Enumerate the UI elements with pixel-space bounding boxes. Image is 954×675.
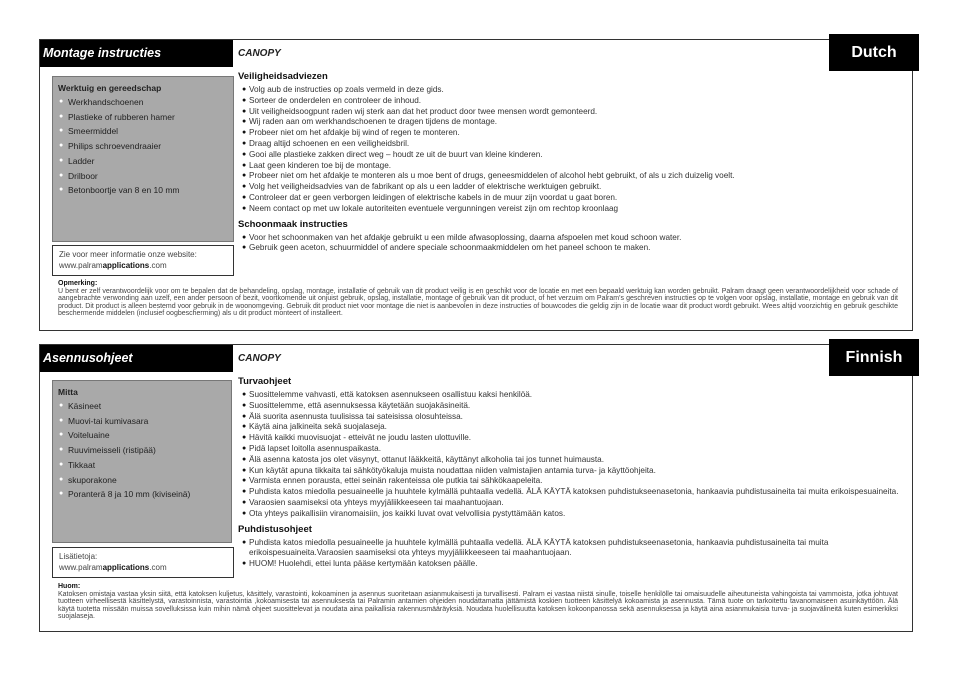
- safety-item: ● Draag altijd schoenen en een veiligheidsbril.: [238, 139, 908, 150]
- dutch-language-badge: Dutch: [829, 34, 919, 71]
- finnish-safety-title: Turvaohjeet: [238, 376, 292, 387]
- finnish-language-badge: Finnish: [829, 339, 919, 376]
- safety-item: ● Uit veiligheidsoogpunt raden wij sterk aan dat het product door twee mensen wordt gemonteerd.: [238, 107, 908, 118]
- safety-item: ● Volg aub de instructies op zoals vermeld in deze gids.: [238, 85, 908, 96]
- finnish-website-link[interactable]: [59, 563, 227, 574]
- safety-item: ● Controleer dat er geen verborgen leidingen of elektrische kabels in de muur zijn voordat u gaat boren.: [238, 193, 908, 204]
- tool-item: ● Plastieke of rubberen hamer: [62, 110, 233, 125]
- safety-item: ● Neem contact op met uw lokale autoriteiten eventuele vergunningen vereist zijn om rechtop kroonlaag: [238, 204, 908, 215]
- tool-item: ● Voiteluaine: [62, 428, 231, 443]
- dutch-tools-box: [52, 76, 234, 242]
- finnish-note-label: Huom:: [58, 583, 81, 590]
- safety-item: ● Puhdista katos miedolla pesuaineelle ja huuhtele kylmällä puhtaalla vedellä. ÄLÄ KÄYTÄ katoksen puhdistukseenasetonia, hankaavia puhdistusaineita tai muita erikoispesuaineita.: [238, 487, 908, 498]
- safety-item: ● Suosittelemme vahvasti, että katoksen asennukseen osallistuu kaksi henkilöä.: [238, 390, 908, 401]
- safety-item: ● Varmista ennen porausta, ettei seinän rakenteissa ole putkia tai sähkökaapeleita.: [238, 476, 908, 487]
- dutch-product-name: CANOPY: [238, 48, 281, 59]
- safety-item: ● Volg het veiligheidsadvies van de fabrikant op als u een ladder of elektrische werktuigen gebruikt.: [238, 182, 908, 193]
- safety-item: ● Wij raden aan om werkhandschoenen te dragen tijdens de montage.: [238, 117, 908, 128]
- dutch-website-text: Zie voor meer informatie onze website:: [59, 250, 197, 259]
- dutch-safety-title: Veiligheidsadviezen: [238, 71, 328, 82]
- tool-item: ● Käsineet: [62, 399, 231, 414]
- dutch-website-box: [52, 245, 234, 276]
- website-bold: applications: [102, 562, 150, 572]
- tool-item: ● skuporakone: [62, 473, 231, 488]
- safety-item: ● Käytä aina jalkineita sekä suojalaseja.: [238, 422, 908, 433]
- safety-item: ● Älä asenna katosta jos olet väsynyt, ottanut lääkkeitä, käyttänyt alkoholia tai jos tunnet huimausta.: [238, 455, 908, 466]
- safety-item: ● Älä suorita asennusta tuulisissa tai sateisissa olosuhteissa.: [238, 412, 908, 423]
- safety-item: ● Varaosien saamiseksi ota yhteys myyjäliikkeeseen tai maahantuojaan.: [238, 498, 908, 509]
- dutch-tools-list: [53, 95, 233, 198]
- finnish-note-text: Katoksen omistaja vastaa yksin siitä, että katoksen kuljetus, käsittely, varastointi, kokoaminen ja asennus suoritetaan asianmukaisesti ja turvallisesti. Palram ei vastaa niistä sinulle, toiselle henkilölle tai omaisuudelle aiheutuneista vahingoista tai vammoista, jotka johtuvat tuotteen virheellisestä käsittelystä, varastoinnista, varastointia ,kokoamisesta tai asennuksesta tai Palramin antamien ohjeiden noudattamatta jättämistä koskien tuotteen käsittelyä kokoamista ja asennusta. Tämä tuote on tarkoitettu tavanomaiseen asuinkäyttöön. Älä käytä tuotetta missään muissa sovelluksissa kuin mihin nämä ohjeet suosittelevat ja noudata aina paikallisia rakennusmääräyksiä. Noudata huolellisuutta katoksen kokoonpanossa sekä asennuksessa ja käytä aina asianmukaisia turva- ja suojavälineitä kuten esimerkiksi suojalaseja.: [58, 590, 898, 621]
- finnish-website-text: Lisätietoja:: [59, 552, 98, 561]
- safety-item: ● Probeer niet om het afdakje bij wind of regen te monteren.: [238, 128, 908, 139]
- tool-item: ● Werkhandschoenen: [62, 95, 233, 110]
- finnish-cleaning-title: Puhdistusohjeet: [238, 523, 312, 535]
- safety-item: ● Suosittelemme, että asennuksessa käytetään suojakäsineitä.: [238, 401, 908, 412]
- safety-item: ● Probeer niet om het afdakje te monteren als u moe bent of drugs, geneesmiddelen of alcohol hebt gebruikt, of als u zich duizelig voelt.: [238, 171, 908, 182]
- website-suffix: .com: [149, 260, 167, 270]
- finnish-cleaning-list: [238, 538, 908, 570]
- tool-item: ● Muovi-tai kumivasara: [62, 414, 231, 429]
- tool-item: ● Ladder: [62, 154, 233, 169]
- dutch-website-link[interactable]: [59, 261, 227, 272]
- finnish-website-box: [52, 547, 234, 578]
- dutch-safety-list: [238, 85, 908, 215]
- finnish-content: [238, 376, 908, 574]
- tool-item: ● Poranterä 8 ja 10 mm (kiviseinä): [62, 487, 231, 502]
- tool-item: ● Tikkaat: [62, 458, 231, 473]
- dutch-section: [39, 39, 913, 331]
- dutch-cleaning-title: Schoonmaak instructies: [238, 218, 348, 230]
- safety-item: ● Kun käytät apuna tikkaita tai sähkötyökaluja muista noudattaa niiden valmistajien antamia turva- ja käyttöohjeita.: [238, 466, 908, 477]
- safety-item: ● Gooi alle plastieke zakken direct weg – houdt ze uit de buurt van kleine kinderen.: [238, 150, 908, 161]
- safety-item: ● Hävitä kaikki muovisuojat - etteivät ne joudu lasten ulottuville.: [238, 433, 908, 444]
- safety-item: ● Pidä lapset loitolla asennuspaikasta.: [238, 444, 908, 455]
- tool-item: ● Betonboortje van 8 en 10 mm: [62, 183, 233, 198]
- dutch-tools-title: Werktuig en gereedschap: [58, 83, 162, 93]
- dutch-note-text: U bent er zelf verantwoordelijk voor om te bepalen dat de behandeling, opslag, montage, installatie of gebruik van dit product veilig is en geschikt voor de locatie en met een bepaald werktuig kan worden gebruikt. Palram draagt geen verantwoordelijkheid voor schade of aangebrachte verwonding aan uzelf, een ander persoon of bezit, voortkomende uit onjuist gebruik, opslag, installatie, montage of gebruik van dit product, of het verzuim om Palram's geschreven instructies op te volgen voor opslag, installatie, montage en gebruik van dit product. Dit product is alleen bestemd voor gebruik in de woonomgeving. Gebruik dit product niet voor montage die niet is aanbevolen in deze instructies of bouwcodes die geldig zijn in de locatie waar dit product wordt gebruikt. Wees altijd voorzichtig en gebruik geschikte beschermende middelen (inclusief oogbescherming) als u dit product monteert of installeert.: [58, 287, 898, 318]
- tool-item: ● Drilboor: [62, 169, 233, 184]
- website-prefix: www.palram: [59, 260, 103, 270]
- finnish-safety-list: [238, 390, 908, 520]
- finnish-tools-list: [53, 399, 231, 502]
- dutch-content: [238, 71, 908, 258]
- cleaning-item: ● Puhdista katos miedolla pesuaineelle ja huuhtele kylmällä puhtaalla vedellä. ÄLÄ KÄYTÄ katoksen puhdistukseenasetonia, hankaavia puhdistusaineita tai muita erikoispesuaineita.Varaosien saamiseksi ota yhteys myyjäliikkeeseen tai maahantuojaan.: [238, 538, 908, 560]
- finnish-section: [39, 344, 913, 632]
- finnish-product-name: CANOPY: [238, 353, 281, 364]
- finnish-tools-box: [52, 380, 232, 543]
- safety-item: ● Sorteer de onderdelen en controleer de inhoud.: [238, 96, 908, 107]
- cleaning-item: ● Gebruik geen aceton, schuurmiddel of andere speciale schoonmaakmiddelen om het paneel schoon te maken.: [238, 243, 908, 254]
- dutch-note-label: Opmerking:: [58, 280, 98, 287]
- finnish-note: [58, 583, 898, 621]
- tool-item: ● Ruuvimeisseli (ristipää): [62, 443, 231, 458]
- website-suffix: .com: [149, 562, 167, 572]
- finnish-tools-title: Mitta: [58, 387, 78, 397]
- dutch-note: [58, 280, 898, 318]
- finnish-header: Asennusohjeet: [40, 345, 233, 372]
- safety-item: ● Laat geen kinderen toe bij de montage.: [238, 161, 908, 172]
- tool-item: ● Smeermiddel: [62, 124, 233, 139]
- dutch-cleaning-list: [238, 233, 908, 255]
- website-prefix: www.palram: [59, 562, 103, 572]
- dutch-header: Montage instructies: [40, 40, 233, 67]
- website-bold: applications: [102, 260, 150, 270]
- cleaning-item: ● HUOM! Huolehdi, ettei lunta pääse kertymään katoksen päälle.: [238, 559, 908, 570]
- tool-item: ● Philips schroevendraaier: [62, 139, 233, 154]
- cleaning-item: ● Voor het schoonmaken van het afdakje gebruikt u een milde afwasoplossing, daarna afspoelen met koud schoon water.: [238, 233, 908, 244]
- safety-item: ● Ota yhteys paikallisiin viranomaisiin, jos kaikki luvat ovat velvollisia pystyttämään katos.: [238, 509, 908, 520]
